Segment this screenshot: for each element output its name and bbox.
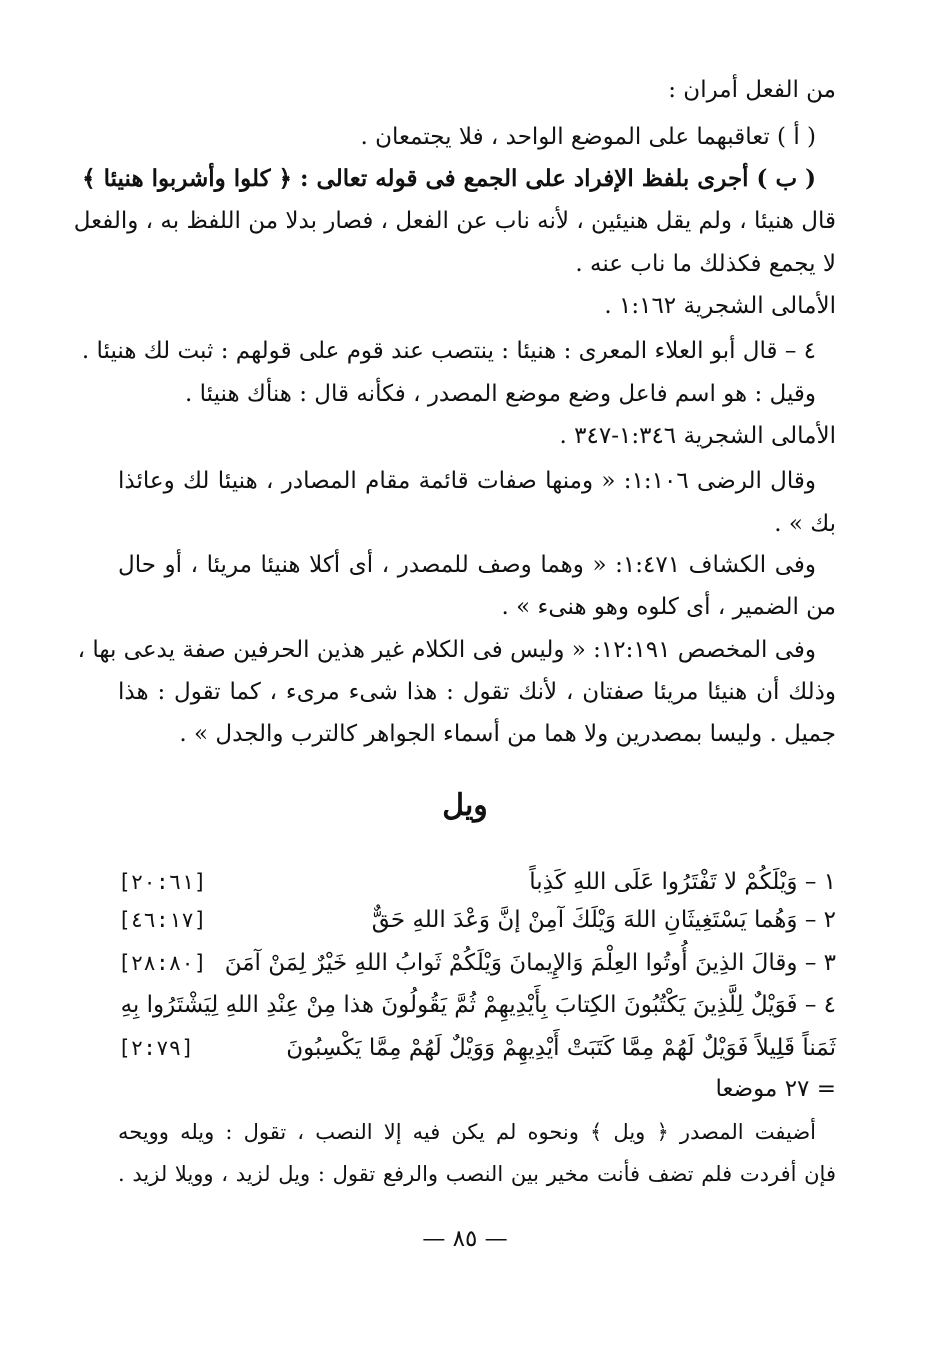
footnote-line: أضيفت المصدر ﴿ ويل ﴾ ونحوه لم يكن فيه إلا النصب ، تقول : ويله وويحه: [118, 1120, 816, 1144]
verse-text: ١ – وَيْلَكُمْ لا تَفْتَرُوا عَلَى اللهِ كَذِباً: [529, 869, 836, 895]
text-line: ( أ ) تعاقبهما على الموضع الواحد ، فلا يجتمعان .: [360, 124, 816, 150]
text-line: ( ب ) أجرى بلفظ الإفراد على الجمع فى قوله تعالى : ﴿ كلوا وأشربوا هنيئا ﴾: [82, 165, 816, 192]
count-line: = ٢٧ موضعا: [715, 1076, 836, 1102]
verse-line: [118, 1031, 836, 1065]
verse-reference: [٢٨:٨٠]: [118, 951, 207, 975]
verse-line: [118, 903, 836, 937]
text-line: وفى الكشاف ١:٤٧١: « وهما وصف للمصدر ، أى أكلا هنيئا مريئا ، أو حال: [118, 552, 816, 578]
text-line: وفى المخصص ١٢:١٩١: « وليس فى الكلام غير هذين الحرفين صفة يدعى بها ،: [77, 637, 816, 663]
citation-line: الأمالى الشجرية ١:٣٤٦-٣٤٧ .: [559, 423, 836, 449]
text-line: وذلك أن هنيئا مريئا صفتان ، لأنك تقول : هذا شىء مرىء ، كما تقول : هذا: [118, 679, 836, 705]
text-line: وقال الرضى ١:١٠٦: « ومنها صفات قائمة مقام المصادر ، هنيئا لك وعائذا: [118, 468, 816, 494]
verse-text: ٢ – وَهُما يَسْتَغِيثَانِ اللهَ وَيْلَكَ آمِنْ إنَّ وَعْدَ اللهِ حَقٌّ: [371, 907, 836, 933]
verse-line: [118, 946, 836, 980]
section-heading: ويل: [442, 788, 488, 823]
verse-text: ثَمَناً قَلِيلاً فَوَيْلٌ لَهُمْ مِمَّا كَتَبَتْ أَيْدِيهِمْ وَوَيْلٌ لَهُمْ مِمَّا يَكْسِبُونَ: [286, 1035, 836, 1061]
verse-reference: [٢:٧٩]: [118, 1036, 194, 1060]
text-line: قال هنيئا ، ولم يقل هنيئين ، لأنه ناب عن الفعل ، فصار بدلا من اللفظ به ، والفعل: [73, 208, 836, 234]
verse-reference: [٢٠:٦١]: [118, 870, 207, 894]
verse-text: ٤ – فَوَيْلٌ لِلَّذِينَ يَكْتُبُونَ الكِتابَ بِأَيْدِيهِمْ ثُمَّ يَقُولُونَ هذا مِنْ عِنْدِ اللهِ لِيَشْتَرُوا بِهِ: [120, 992, 836, 1018]
text-line: وقيل : هو اسم فاعل وضع موضع المصدر ، فكأنه قال : هنأك هنيئا .: [185, 381, 816, 407]
verse-line: [118, 988, 836, 1022]
footnote-line: فإن أفردت فلم تضف فأنت مخير بين النصب والرفع تقول : ويل لزيد ، وويلا لزيد .: [118, 1162, 836, 1186]
text-line: لا يجمع فكذلك ما ناب عنه .: [575, 251, 836, 277]
page-number: — ٨٥ —: [422, 1226, 508, 1252]
text-line: من الفعل أمران :: [668, 77, 836, 103]
citation-line: الأمالى الشجرية ١:١٦٢ .: [604, 293, 836, 319]
text-line: جميل . وليسا بمصدرين ولا هما من أسماء الجواهر كالترب والجدل » .: [179, 721, 836, 747]
verse-text: ٣ – وقالَ الذِينَ أُوتُوا العِلْمَ وَالإِيمانَ وَيْلَكُمْ ثَوابُ اللهِ خَيْرٌ لِمَنْ آمَنَ: [224, 950, 836, 976]
text-line: بك » .: [774, 511, 836, 537]
text-line: ٤ – قال أبو العلاء المعرى : هنيئا : ينتصب عند قوم على قولهم : ثبت لك هنيئا .: [81, 338, 816, 364]
text-line: من الضمير ، أى كلوه وهو هنىء » .: [501, 594, 836, 620]
verse-line: [118, 865, 836, 899]
verse-reference: [٤٦:١٧]: [118, 908, 207, 932]
